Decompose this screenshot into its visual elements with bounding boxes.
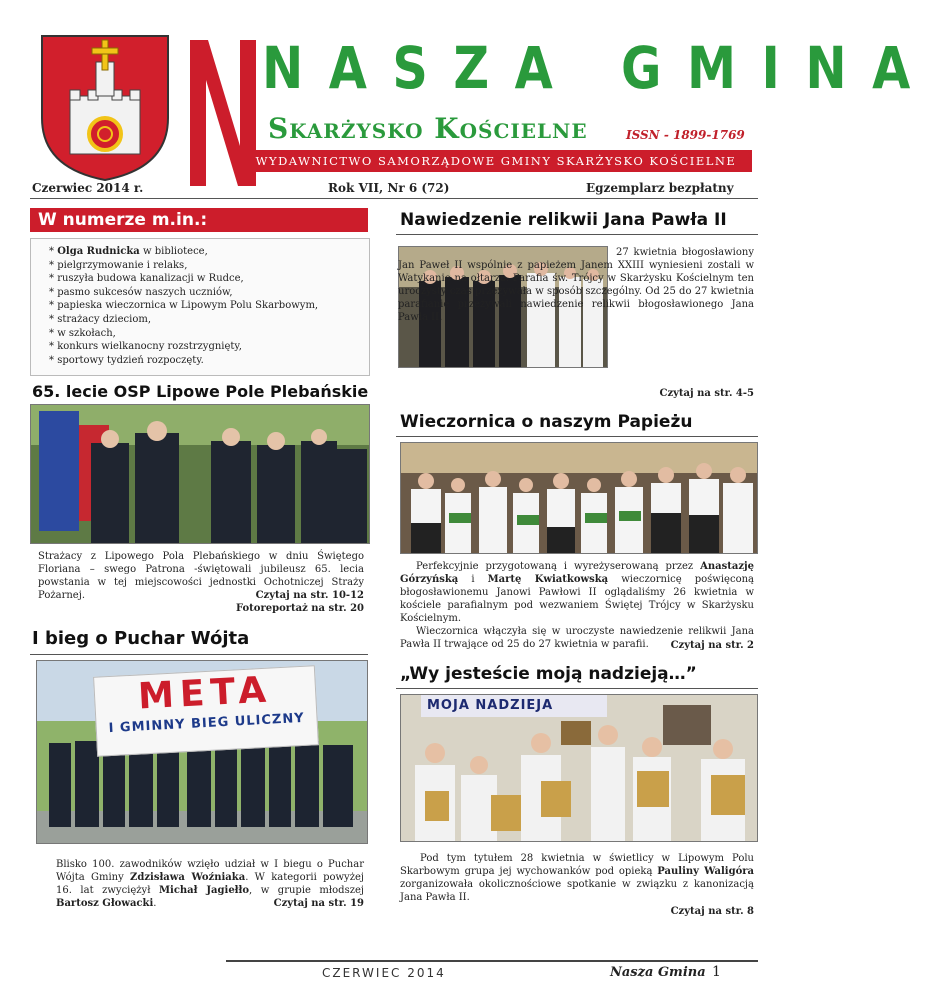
- header-divider: [30, 198, 758, 199]
- race-caption-5: , w grupie młodszej: [249, 885, 364, 896]
- toc-item: [57, 313, 369, 327]
- publisher-bar: WYDAWNICTWO SAMORZĄDOWE GMINY SKARŻYSKO KOŚCIELNE: [240, 150, 752, 172]
- evening-paragraph-1: [400, 560, 754, 625]
- page-number: 1: [712, 964, 721, 980]
- in-this-issue-box: [30, 238, 370, 376]
- race-heading: I bieg o Puchar Wójta: [32, 628, 250, 649]
- osp-heading: 65. lecie OSP Lipowe Pole Plebańskie: [32, 382, 369, 401]
- race-read-more[interactable]: Czytaj na str. 19: [273, 898, 364, 909]
- footer-month: CZERWIEC 2014: [322, 966, 446, 980]
- race-caption-2: Zdzisława Woźniaka: [130, 872, 246, 883]
- masthead-title: NASZA GMINA: [262, 34, 936, 102]
- race-photo: [36, 660, 368, 844]
- evening-p1-a: Perfekcyjnie przygotowaną i wyreżyserowaną przez: [416, 561, 701, 572]
- evening-divider: [396, 436, 758, 437]
- toc-item: [57, 272, 369, 286]
- toc-item-bold: Olga Rudnicka: [57, 246, 140, 257]
- toc-item-text: pasmo sukcesów naszych uczniów,: [57, 286, 233, 298]
- toc-item-text: w szkołach,: [57, 327, 116, 339]
- evening-text: [400, 560, 754, 651]
- finish-banner: [93, 665, 319, 757]
- hope-text-3: zorganizowała okolicznościowe spotkanie w związku z kanonizacją Jana Pawła II.: [400, 879, 754, 903]
- toc-item-text: sportowy tydzień rozpoczęty.: [57, 354, 204, 366]
- hope-text: [400, 852, 754, 904]
- hope-text-2: Pauliny Waligóra: [657, 866, 754, 877]
- issn: ISSN - 1899-1769: [626, 128, 745, 142]
- toc-item-text: pielgrzymowanie i relaks,: [57, 259, 188, 271]
- hope-heading: „Wy jesteście moją nadzieją…”: [400, 664, 697, 684]
- toc-item-text: w bibliotece,: [139, 246, 208, 257]
- toc-item-text: konkurs wielkanocny rozstrzygnięty,: [57, 341, 242, 353]
- children-photo: [400, 694, 758, 842]
- toc-item: [57, 259, 369, 273]
- evening-heading: Wieczornica o naszym Papieżu: [400, 412, 693, 432]
- footer-rule: [226, 960, 758, 962]
- hope-text-1: Pod tym tytułem 28 kwietnia w świetlicy w Lipowym Polu Skarbowym grupa jej wychowanków pod opieką: [400, 853, 754, 877]
- osp-read-more[interactable]: Czytaj na str. 10-12: [255, 590, 364, 601]
- race-caption-7: .: [153, 898, 157, 909]
- toc-item: [57, 354, 369, 368]
- osp-caption: Strażacy z Lipowego Pola Plebańskiego w dniu Świętego Floriana – swego Patrona -świętowali jubileusz 65. lecia powstania w tej miejscowości jednostki Ochotniczej Straży Pożarnej.: [38, 551, 364, 601]
- price-label: Egzemplarz bezpłatny: [586, 181, 734, 195]
- toc-item-text: strażacy dzieciom,: [57, 313, 152, 325]
- toc-item: [57, 327, 369, 341]
- footer-name: Nasza Gmina: [610, 965, 706, 980]
- masthead-subtitle: Skarżysko Kościelne: [268, 112, 588, 145]
- race-caption-3: . W kategorii powyżej 16. lat zwyciężył: [56, 872, 364, 896]
- evening-p1-b: Anastazję Górzyńską: [400, 561, 754, 585]
- toc-item: [57, 286, 369, 300]
- osp-photo-report[interactable]: Fotoreportaż na str. 20: [235, 603, 364, 614]
- issue-number: Rok VII, Nr 6 (72): [328, 181, 450, 195]
- choir-photo: [400, 442, 758, 554]
- hope-divider: [396, 688, 758, 689]
- relics-text: 27 kwietnia błogosławiony Jan Paweł II wspólnie z papieżem Janem XXIII wyniesieni zostali w Watykanie na ołtarze. Parafia św. Trójcy w Skarżysku Kościelnym ten uroczysty czas przeżywała w sposób szczególny. Od 25 do 27 kwietnia parafianie przeżywali nawiedzenie relikwii błogosławionego Jana Pawła II.: [398, 247, 754, 323]
- evening-read-more[interactable]: Czytaj na str. 2: [670, 640, 754, 651]
- relics-heading: Nawiedzenie relikwii Jana Pawła II: [400, 210, 727, 230]
- finish-banner-subtitle: I GMINNY BIEG ULICZNY: [108, 710, 306, 737]
- race-caption-4: Michał Jagiełło: [158, 885, 250, 896]
- race-caption-6: Bartosz Głowacki: [56, 898, 154, 909]
- toc-item: [57, 340, 369, 354]
- children-photo-scene: [401, 695, 757, 841]
- in-this-issue-list: [31, 239, 369, 367]
- toc-item: [57, 245, 369, 259]
- toc-item-text: papieska wieczornica w Lipowym Polu Skarbowym,: [57, 300, 319, 312]
- hope-read-more[interactable]: Czytaj na str. 8: [670, 906, 754, 917]
- relics-read-more[interactable]: Czytaj na str. 4-5: [659, 388, 754, 399]
- coat-of-arms: [40, 34, 170, 182]
- toc-item: [57, 299, 369, 313]
- race-caption-1: Blisko 100. zawodników wzięło udział w I biegu o Puchar Wójta Gminy: [56, 859, 364, 883]
- firefighters-photo: [30, 404, 370, 544]
- relics-divider: [396, 234, 758, 235]
- evening-p1-c: i: [458, 574, 488, 585]
- toc-item-text: ruszyła budowa kanalizacji w Rudce,: [57, 273, 244, 285]
- evening-paragraph-2: Wieczornica włączyła się w uroczyste nawiedzenie relikwii Jana Pawła II trwające od 25 do 27 kwietnia w parafii.: [400, 626, 754, 650]
- evening-p1-e: wieczornicę poświęconą błogosławionemu Janowi Pawłowi II oglądaliśmy 26 kwietnia w kościele parafialnym pod wezwaniem Świętej Trójcy w Skarżysku Kościelnym.: [400, 574, 754, 624]
- evening-p1-d: Martę Kwiatkowską: [487, 574, 609, 585]
- finish-banner-title: META: [137, 669, 274, 718]
- hope-board-text: MOJA NADZIEJA: [421, 695, 607, 717]
- race-divider: [30, 654, 368, 655]
- issue-date: Czerwiec 2014 r.: [32, 181, 144, 195]
- in-this-issue-heading: W numerze m.in.:: [30, 208, 368, 232]
